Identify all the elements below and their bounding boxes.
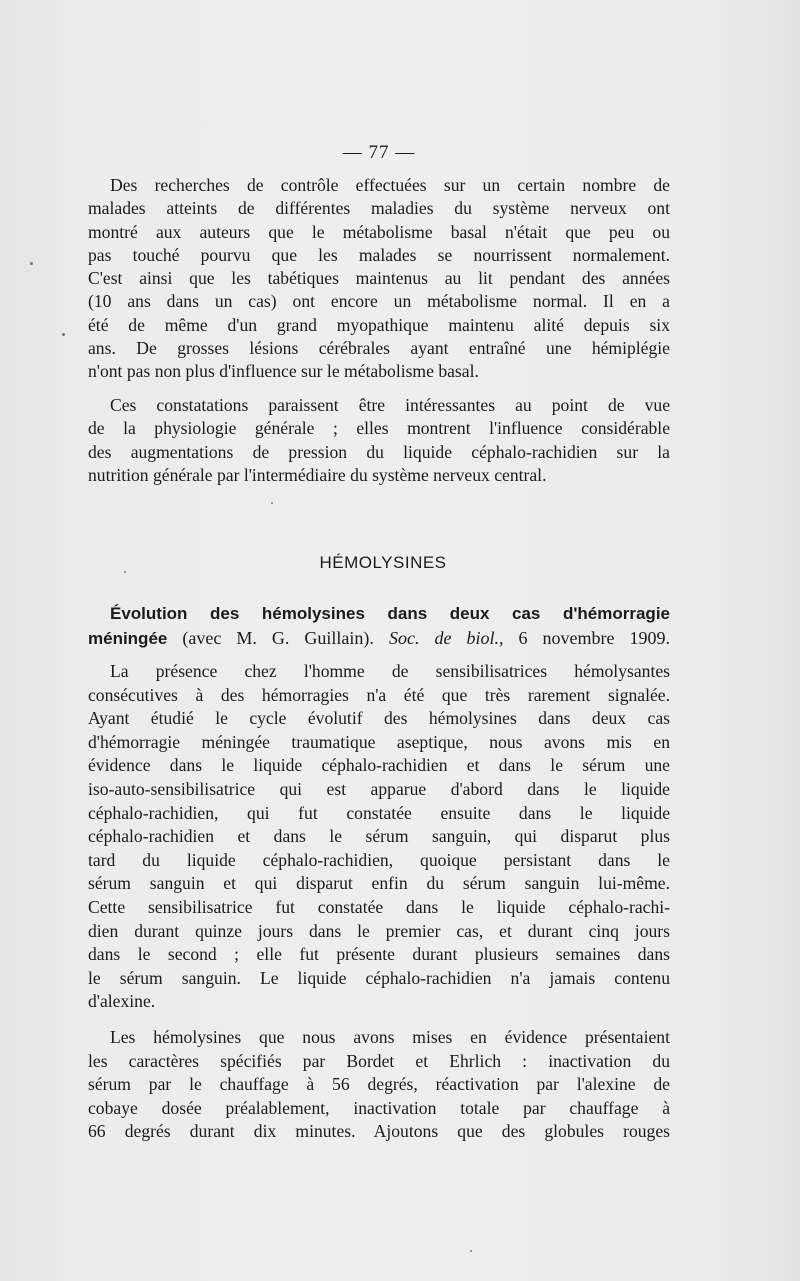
text-line: malades atteints de différentes maladies du système nerveux ont bbox=[88, 198, 670, 219]
text-line: La présence chez l'homme de sensibilisatrices hémolysantes bbox=[110, 661, 670, 681]
page-number: — 77 — bbox=[342, 142, 416, 163]
scan-speck bbox=[62, 333, 65, 336]
text-line: Des recherches de contrôle effectuées sur un certain nombre de bbox=[110, 175, 670, 195]
text-line: Ayant étudié le cycle évolutif des hémolysines dans deux cas bbox=[88, 708, 670, 729]
text-line: sérum sanguin et qui disparut enfin du sérum sanguin lui-même. bbox=[88, 873, 670, 894]
text-line: de la physiologie générale ; elles montrent l'influence considérable bbox=[88, 418, 670, 439]
scan-speck bbox=[470, 1250, 472, 1252]
article-title bbox=[88, 602, 670, 651]
text-line: été de même d'un grand myopathique maintenu alité depuis six bbox=[88, 314, 670, 335]
text-line: consécutives à des hémorragies n'a été que très rarement signalée. bbox=[88, 684, 670, 705]
text-line: dans le second ; elle fut présente durant plusieurs semaines dans bbox=[88, 944, 670, 965]
conclusion-paragraph bbox=[88, 394, 670, 487]
text-line: pas touché pourvu que les malades se nourrissent normalement. bbox=[88, 244, 670, 265]
section-title: HÉMOLYSINES bbox=[319, 553, 447, 572]
text-line: cobaye dosée préalablement, inactivation totale par chauffage à bbox=[88, 1097, 670, 1118]
article-title-line2 bbox=[88, 626, 670, 651]
text-line: montré aux auteurs que le métabolisme basal n'était que peu ou bbox=[88, 221, 670, 242]
scan-speck bbox=[30, 262, 33, 265]
text-line: les caractères spécifiés par Bordet et Ehrlich : inactivation du bbox=[88, 1050, 670, 1071]
text-line: d'alexine. bbox=[88, 991, 156, 1012]
text-line: céphalo-rachidien et dans le sérum sanguin, qui disparut plus bbox=[88, 826, 670, 847]
article-title-bold: méningée bbox=[88, 629, 168, 648]
text-line: ans. De grosses lésions cérébrales ayant entraîné une hémiplégie bbox=[88, 338, 670, 359]
text-line: Ces constatations paraissent être intéressantes au point de vue bbox=[110, 395, 670, 415]
scan-speck bbox=[124, 571, 126, 573]
text-line: sérum par le chauffage à 56 degrés, réactivation par l'alexine de bbox=[88, 1074, 670, 1095]
body-paragraph-1 bbox=[88, 660, 670, 1014]
text-line: C'est ainsi que les tabétiques maintenus au lit pendant des années bbox=[88, 268, 670, 289]
text-line: Les hémolysines que nous avons mises en évidence présentaient bbox=[110, 1027, 670, 1047]
text-line: (10 ans dans un cas) ont encore un métabolisme normal. Il en a bbox=[88, 291, 670, 312]
text-line: Cette sensibilisatrice fut constatée dans le liquide céphalo-rachi- bbox=[88, 896, 670, 917]
article-date: 6 novembre 1909. bbox=[518, 628, 671, 648]
text-line: nutrition générale par l'intermédiaire du système nerveux central. bbox=[88, 464, 547, 485]
text-line: tard du liquide céphalo-rachidien, quoique persistant dans le bbox=[88, 849, 670, 870]
intro-paragraph bbox=[88, 174, 670, 384]
scan-speck bbox=[271, 502, 273, 504]
text-line: le sérum sanguin. Le liquide céphalo-rachidien n'a jamais contenu bbox=[88, 967, 670, 988]
article-journal: Soc. de biol., bbox=[388, 628, 504, 648]
article-title-line1: Évolution des hémolysines dans deux cas d'hémorragie bbox=[110, 604, 670, 623]
article-authors: (avec M. G. Guillain). bbox=[182, 628, 374, 648]
body-paragraph-2 bbox=[88, 1026, 670, 1144]
text-line: iso-auto-sensibilisatrice qui est apparue d'abord dans le liquide bbox=[88, 778, 670, 799]
text-line: évidence dans le liquide céphalo-rachidien et dans le sérum une bbox=[88, 755, 670, 776]
text-line: des augmentations de pression du liquide céphalo-rachidien sur la bbox=[88, 441, 670, 462]
text-line: céphalo-rachidien, qui fut constatée ensuite dans le liquide bbox=[88, 802, 670, 823]
text-line: dien durant quinze jours dans le premier cas, et durant cinq jours bbox=[88, 920, 670, 941]
text-line: 66 degrés durant dix minutes. Ajoutons que des globules rouges bbox=[88, 1121, 670, 1142]
text-line: n'ont pas non plus d'influence sur le métabolisme basal. bbox=[88, 361, 479, 382]
text-line: d'hémorragie méningée traumatique aseptique, nous avons mis en bbox=[88, 731, 670, 752]
